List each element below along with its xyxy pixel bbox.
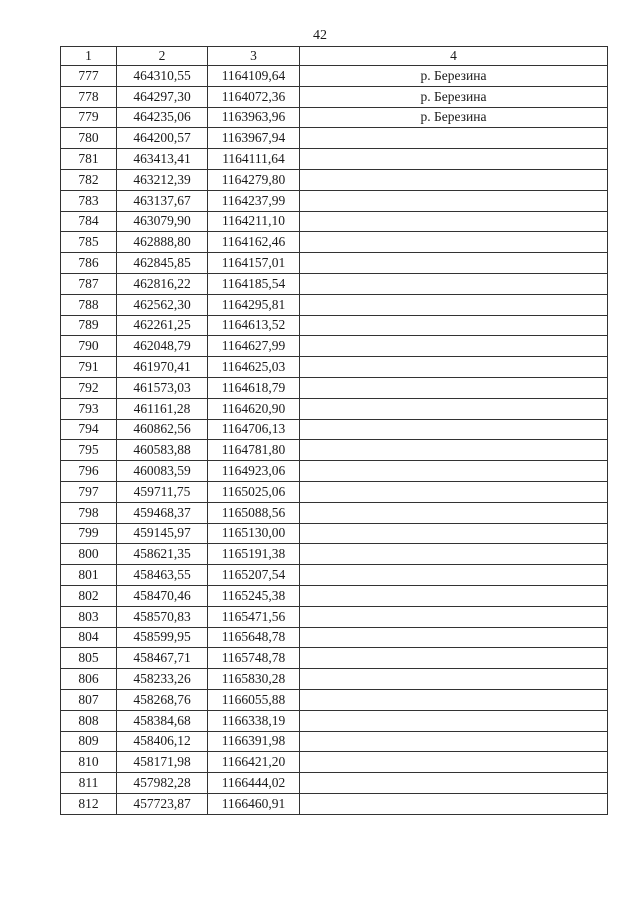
point-number-cell: 812 (61, 793, 117, 814)
table-row (61, 585, 608, 606)
y-coordinate-cell: 1165830,28 (208, 669, 300, 690)
table-row (61, 793, 608, 814)
point-number-cell: 803 (61, 606, 117, 627)
table-row (61, 232, 608, 253)
y-coordinate-cell: 1165130,00 (208, 523, 300, 544)
x-coordinate-cell: 457723,87 (117, 793, 208, 814)
column-header-2: 2 (117, 47, 208, 66)
note-cell (300, 669, 608, 690)
header-row (61, 47, 608, 66)
note-cell (300, 773, 608, 794)
table-row (61, 461, 608, 482)
table-row (61, 253, 608, 274)
x-coordinate-cell: 458467,71 (117, 648, 208, 669)
point-number-cell: 777 (61, 66, 117, 87)
x-coordinate-cell: 458384,68 (117, 710, 208, 731)
note-cell (300, 190, 608, 211)
x-coordinate-cell: 458406,12 (117, 731, 208, 752)
note-cell (300, 752, 608, 773)
point-number-cell: 789 (61, 315, 117, 336)
x-coordinate-cell: 460583,88 (117, 440, 208, 461)
x-coordinate-cell: 464200,57 (117, 128, 208, 149)
x-coordinate-cell: 463212,39 (117, 169, 208, 190)
y-coordinate-cell: 1164627,99 (208, 336, 300, 357)
y-coordinate-cell: 1164162,46 (208, 232, 300, 253)
table-row (61, 544, 608, 565)
x-coordinate-cell: 463137,67 (117, 190, 208, 211)
note-cell (300, 481, 608, 502)
x-coordinate-cell: 458470,46 (117, 585, 208, 606)
table-row (61, 357, 608, 378)
point-number-cell: 797 (61, 481, 117, 502)
table-row (61, 565, 608, 586)
point-number-cell: 790 (61, 336, 117, 357)
point-number-cell: 778 (61, 86, 117, 107)
note-cell (300, 689, 608, 710)
note-cell (300, 648, 608, 669)
x-coordinate-cell: 458463,55 (117, 565, 208, 586)
table-row (61, 149, 608, 170)
y-coordinate-cell: 1166391,98 (208, 731, 300, 752)
y-coordinate-cell: 1164706,13 (208, 419, 300, 440)
note-cell (300, 544, 608, 565)
note-cell (300, 128, 608, 149)
table-row (61, 190, 608, 211)
x-coordinate-cell: 458171,98 (117, 752, 208, 773)
point-number-cell: 787 (61, 273, 117, 294)
point-number-cell: 799 (61, 523, 117, 544)
page-number: 42 (313, 28, 327, 43)
x-coordinate-cell: 464235,06 (117, 107, 208, 128)
table-row (61, 211, 608, 232)
x-coordinate-cell: 458570,83 (117, 606, 208, 627)
y-coordinate-cell: 1164295,81 (208, 294, 300, 315)
x-coordinate-cell: 460862,56 (117, 419, 208, 440)
point-number-cell: 785 (61, 232, 117, 253)
y-coordinate-cell: 1164111,64 (208, 149, 300, 170)
y-coordinate-cell: 1166444,02 (208, 773, 300, 794)
y-coordinate-cell: 1164625,03 (208, 357, 300, 378)
column-header-1: 1 (61, 47, 117, 66)
x-coordinate-cell: 461970,41 (117, 357, 208, 378)
table-row (61, 66, 608, 87)
point-number-cell: 792 (61, 377, 117, 398)
note-cell (300, 211, 608, 232)
x-coordinate-cell: 463413,41 (117, 149, 208, 170)
point-number-cell: 795 (61, 440, 117, 461)
point-number-cell: 806 (61, 669, 117, 690)
point-number-cell: 801 (61, 565, 117, 586)
note-cell (300, 585, 608, 606)
y-coordinate-cell: 1164072,36 (208, 86, 300, 107)
note-cell (300, 149, 608, 170)
note-cell (300, 398, 608, 419)
note-cell (300, 627, 608, 648)
point-number-cell: 805 (61, 648, 117, 669)
table-row (61, 606, 608, 627)
point-number-cell: 809 (61, 731, 117, 752)
note-cell (300, 294, 608, 315)
table-row (61, 398, 608, 419)
note-cell (300, 253, 608, 274)
note-cell (300, 357, 608, 378)
note-cell (300, 731, 608, 752)
y-coordinate-cell: 1164613,52 (208, 315, 300, 336)
point-number-cell: 781 (61, 149, 117, 170)
point-number-cell: 780 (61, 128, 117, 149)
y-coordinate-cell: 1165207,54 (208, 565, 300, 586)
table-row (61, 689, 608, 710)
table-row (61, 669, 608, 690)
point-number-cell: 786 (61, 253, 117, 274)
table-row (61, 336, 608, 357)
x-coordinate-cell: 462845,85 (117, 253, 208, 274)
x-coordinate-cell: 464297,30 (117, 86, 208, 107)
point-number-cell: 779 (61, 107, 117, 128)
note-cell (300, 232, 608, 253)
column-header-3: 3 (208, 47, 300, 66)
point-number-cell: 793 (61, 398, 117, 419)
point-number-cell: 810 (61, 752, 117, 773)
x-coordinate-cell: 461161,28 (117, 398, 208, 419)
x-coordinate-cell: 458233,26 (117, 669, 208, 690)
x-coordinate-cell: 458268,76 (117, 689, 208, 710)
table-row (61, 128, 608, 149)
table-row (61, 169, 608, 190)
y-coordinate-cell: 1165191,38 (208, 544, 300, 565)
y-coordinate-cell: 1164620,90 (208, 398, 300, 419)
y-coordinate-cell: 1163963,96 (208, 107, 300, 128)
note-cell (300, 169, 608, 190)
point-number-cell: 784 (61, 211, 117, 232)
table-row (61, 731, 608, 752)
y-coordinate-cell: 1165025,06 (208, 481, 300, 502)
point-number-cell: 802 (61, 585, 117, 606)
note-cell (300, 502, 608, 523)
note-cell: р. Березина (300, 86, 608, 107)
y-coordinate-cell: 1164211,10 (208, 211, 300, 232)
point-number-cell: 783 (61, 190, 117, 211)
x-coordinate-cell: 462562,30 (117, 294, 208, 315)
point-number-cell: 782 (61, 169, 117, 190)
point-number-cell: 796 (61, 461, 117, 482)
note-cell (300, 461, 608, 482)
x-coordinate-cell: 459468,37 (117, 502, 208, 523)
note-cell (300, 273, 608, 294)
y-coordinate-cell: 1165245,38 (208, 585, 300, 606)
x-coordinate-cell: 459145,97 (117, 523, 208, 544)
point-number-cell: 788 (61, 294, 117, 315)
table-row (61, 502, 608, 523)
table-row (61, 752, 608, 773)
y-coordinate-cell: 1165088,56 (208, 502, 300, 523)
table-body (61, 66, 608, 815)
x-coordinate-cell: 464310,55 (117, 66, 208, 87)
table-row (61, 648, 608, 669)
y-coordinate-cell: 1164237,99 (208, 190, 300, 211)
y-coordinate-cell: 1164109,64 (208, 66, 300, 87)
point-number-cell: 811 (61, 773, 117, 794)
table-row (61, 273, 608, 294)
x-coordinate-cell: 458599,95 (117, 627, 208, 648)
y-coordinate-cell: 1164279,80 (208, 169, 300, 190)
point-number-cell: 800 (61, 544, 117, 565)
table-row (61, 315, 608, 336)
table-row (61, 710, 608, 731)
note-cell (300, 565, 608, 586)
y-coordinate-cell: 1165471,56 (208, 606, 300, 627)
y-coordinate-cell: 1164781,80 (208, 440, 300, 461)
table-row (61, 440, 608, 461)
x-coordinate-cell: 462816,22 (117, 273, 208, 294)
x-coordinate-cell: 463079,90 (117, 211, 208, 232)
y-coordinate-cell: 1166460,91 (208, 793, 300, 814)
point-number-cell: 804 (61, 627, 117, 648)
x-coordinate-cell: 457982,28 (117, 773, 208, 794)
y-coordinate-cell: 1166055,88 (208, 689, 300, 710)
y-coordinate-cell: 1163967,94 (208, 128, 300, 149)
note-cell (300, 377, 608, 398)
note-cell (300, 710, 608, 731)
x-coordinate-cell: 461573,03 (117, 377, 208, 398)
y-coordinate-cell: 1164185,54 (208, 273, 300, 294)
note-cell (300, 336, 608, 357)
y-coordinate-cell: 1166338,19 (208, 710, 300, 731)
point-number-cell: 808 (61, 710, 117, 731)
coordinates-table (60, 46, 608, 815)
point-number-cell: 807 (61, 689, 117, 710)
note-cell (300, 606, 608, 627)
y-coordinate-cell: 1164157,01 (208, 253, 300, 274)
x-coordinate-cell: 459711,75 (117, 481, 208, 502)
table-row (61, 294, 608, 315)
x-coordinate-cell: 460083,59 (117, 461, 208, 482)
note-cell (300, 523, 608, 544)
point-number-cell: 791 (61, 357, 117, 378)
table-row (61, 773, 608, 794)
note-cell (300, 419, 608, 440)
table-row (61, 107, 608, 128)
x-coordinate-cell: 462048,79 (117, 336, 208, 357)
table-row (61, 419, 608, 440)
x-coordinate-cell: 462888,80 (117, 232, 208, 253)
note-cell (300, 315, 608, 336)
point-number-cell: 794 (61, 419, 117, 440)
column-header-4: 4 (300, 47, 608, 66)
y-coordinate-cell: 1165748,78 (208, 648, 300, 669)
table-row (61, 627, 608, 648)
table-row (61, 523, 608, 544)
note-cell: р. Березина (300, 107, 608, 128)
point-number-cell: 798 (61, 502, 117, 523)
table-row (61, 86, 608, 107)
note-cell: р. Березина (300, 66, 608, 87)
note-cell (300, 440, 608, 461)
y-coordinate-cell: 1165648,78 (208, 627, 300, 648)
x-coordinate-cell: 462261,25 (117, 315, 208, 336)
note-cell (300, 793, 608, 814)
y-coordinate-cell: 1164618,79 (208, 377, 300, 398)
x-coordinate-cell: 458621,35 (117, 544, 208, 565)
y-coordinate-cell: 1166421,20 (208, 752, 300, 773)
y-coordinate-cell: 1164923,06 (208, 461, 300, 482)
table-row (61, 481, 608, 502)
table-row (61, 377, 608, 398)
